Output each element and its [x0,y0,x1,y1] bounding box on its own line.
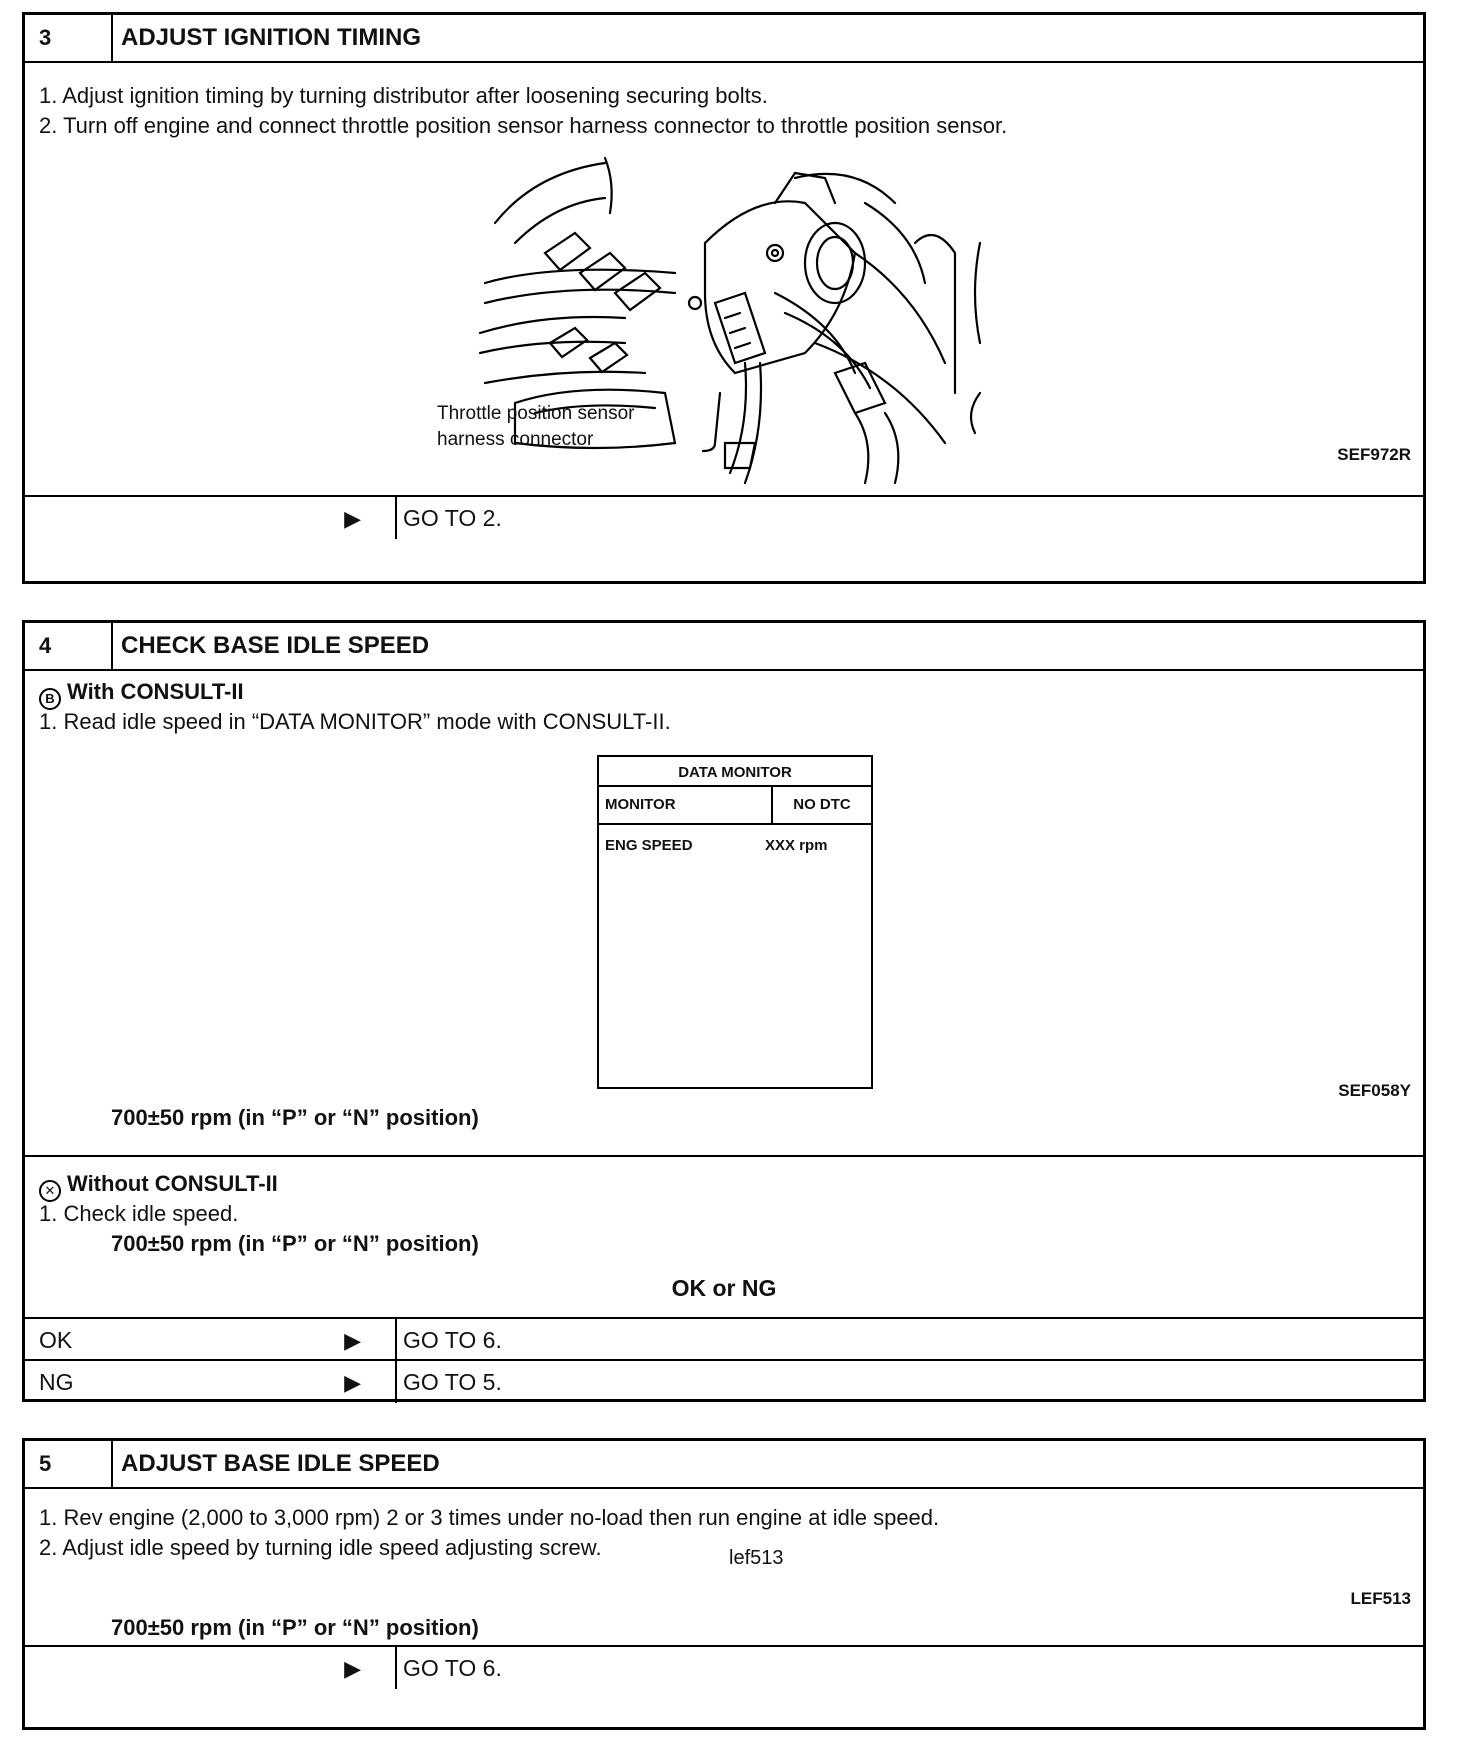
data-monitor-title: DATA MONITOR [599,757,871,787]
without-consult-heading: ✕ Without CONSULT-II [39,1171,278,1202]
figure-ref-lef513: LEF513 [1350,1589,1411,1608]
result-ok-label: OK ▶ [25,1319,397,1361]
step-3-title: ADJUST IGNITION TIMING [121,24,421,51]
step-4-box [22,620,1426,1402]
arrow-right-icon: ▶ [344,1328,361,1353]
data-monitor-screen [597,755,873,1089]
result-ok-goto-link[interactable]: GO TO 6. [403,1327,502,1353]
step-5-line-2: 2. Adjust idle speed by turning idle speed adjusting screw. [39,1535,602,1560]
data-monitor-col-no-dtc: NO DTC [793,796,851,813]
arrow-right-icon: ▶ [344,506,361,531]
step-4-result-ng [25,1359,1423,1403]
figure-label-line-2: harness connector [437,429,594,450]
step-4-result-ok [25,1317,1423,1361]
result-ng-label: NG ▶ [25,1361,397,1403]
with-consult-line: 1. Read idle speed in “DATA MONITOR” mode with CONSULT-II. [39,709,671,734]
without-consult-line: 1. Check idle speed. [39,1201,239,1226]
figure-label-line-1: Throttle position sensor [437,403,635,424]
data-monitor-row [599,825,871,854]
step-5-result-row [25,1645,1423,1689]
ok-or-ng-label: OK or NG [671,1275,777,1301]
step-5-goto-link[interactable]: GO TO 6. [403,1655,502,1681]
step-4-header [25,623,1423,671]
step-5-title: ADJUST BASE IDLE SPEED [121,1450,440,1477]
result-ng-goto-link[interactable]: GO TO 5. [403,1369,502,1395]
figure-ref-sef972r: SEF972R [1337,445,1411,464]
data-monitor-item: ENG SPEED [605,837,693,854]
step-4-title: CHECK BASE IDLE SPEED [121,632,430,659]
arrow-right-icon: ▶ [344,1370,361,1395]
data-monitor-header [599,787,871,825]
step-5-result-label [25,1647,397,1689]
step-5-line-1: 1. Rev engine (2,000 to 3,000 rpm) 2 or 3 times under no-load then run engine at idle speed. [39,1505,940,1530]
step-5-header [25,1441,1423,1489]
step-5-box [22,1438,1426,1730]
step-3-result-row [25,495,1423,539]
figure-ref-sef058y: SEF058Y [1338,1081,1411,1100]
step-5-number: 5 [25,1441,113,1487]
step-5-spec: 700±50 rpm (in “P” or “N” position) [111,1615,479,1640]
arrow-right-icon: ▶ [344,1656,361,1681]
step-3-box [22,12,1426,584]
no-consult-icon: ✕ [39,1180,61,1202]
step-3-header [25,15,1423,63]
data-monitor-value: XXX rpm [765,837,828,854]
with-consult-heading: B With CONSULT-II [39,679,244,710]
step-3-result-label [25,497,397,539]
broken-image-alt: lef513 [729,1547,784,1569]
divider [25,1155,1423,1157]
without-consult-spec: 700±50 rpm (in “P” or “N” position) [111,1231,479,1256]
data-monitor-col-monitor: MONITOR [599,787,773,823]
with-consult-spec: 700±50 rpm (in “P” or “N” position) [111,1105,479,1130]
consult-icon: B [39,688,61,710]
step-3-number: 3 [25,15,113,61]
step-3-line-1: 1. Adjust ignition timing by turning distributor after loosening securing bolts. [39,83,768,108]
step-3-goto-link[interactable]: GO TO 2. [403,505,502,531]
step-3-line-2: 2. Turn off engine and connect throttle position sensor harness connector to throttle position sensor. [39,113,1008,138]
step-4-number: 4 [25,623,113,669]
